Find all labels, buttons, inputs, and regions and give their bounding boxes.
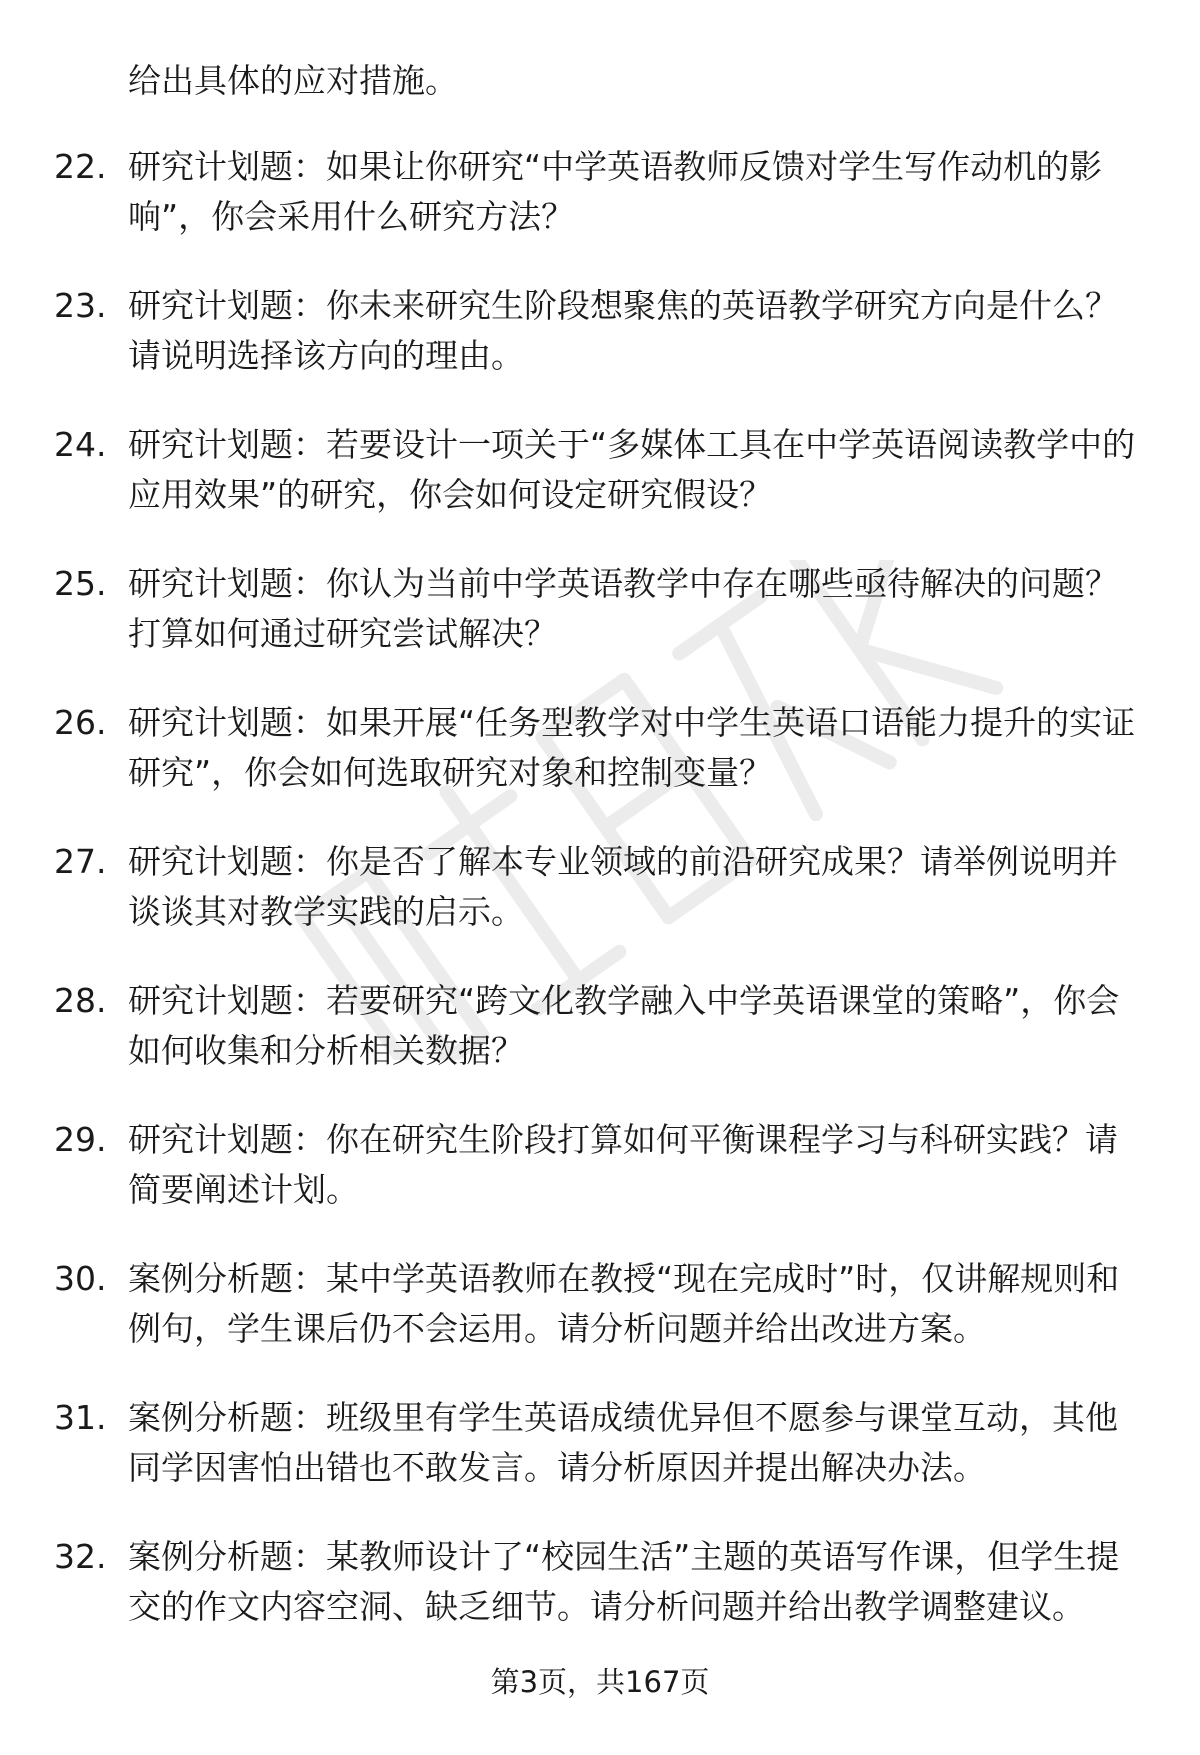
question-text: 研究计划题：你在研究生阶段打算如何平衡课程学习与科研实践？请简要阐述计划。: [128, 1120, 1118, 1209]
question-list: [0, 142, 1200, 1632]
question-text: 案例分析题：班级里有学生英语成绩优异但不愿参与课堂互动，其他同学因害怕出错也不敢发言。请分析原因并提出解决办法。: [128, 1398, 1118, 1487]
content-area: [0, 56, 1200, 1671]
question-item: [0, 281, 1200, 381]
question-item: [0, 1254, 1200, 1354]
question-item: [0, 1115, 1200, 1215]
question-number: 32.: [54, 1537, 107, 1576]
continuation-text: 给出具体的应对措施。: [128, 61, 458, 100]
question-text: 研究计划题：若要设计一项关于“多媒体工具在中学英语阅读教学中的应用效果”的研究，你会如何设定研究假设？: [128, 425, 1136, 514]
question-item: [0, 420, 1200, 520]
question-text: 研究计划题：如果开展“任务型教学对中学生英语口语能力提升的实证研究”，你会如何选取研究对象和控制变量？: [128, 703, 1136, 792]
question-text: 案例分析题：某教师设计了“校园生活”主题的英语写作课，但学生提交的作文内容空洞、缺乏细节。请分析问题并给出教学调整建议。: [128, 1537, 1120, 1626]
question-number: 23.: [54, 286, 107, 325]
question-number: 25.: [54, 564, 107, 603]
question-number: 27.: [54, 842, 107, 881]
question-item: [0, 976, 1200, 1076]
question-item: [0, 559, 1200, 659]
question-number: 31.: [54, 1398, 107, 1437]
question-text: 研究计划题：若要研究“跨文化教学融入中学英语课堂的策略”，你会如何收集和分析相关数据？: [128, 981, 1120, 1070]
question-number: 24.: [54, 425, 107, 464]
question-text: 研究计划题：你是否了解本专业领域的前沿研究成果？请举例说明并谈谈其对教学实践的启示。: [128, 842, 1118, 931]
question-number: 30.: [54, 1259, 107, 1298]
question-text: 研究计划题：你认为当前中学英语教学中存在哪些亟待解决的问题？打算如何通过研究尝试解决？: [128, 564, 1118, 653]
question-number: 22.: [54, 147, 107, 186]
question-item: [0, 1532, 1200, 1632]
question-text: 研究计划题：你未来研究生阶段想聚焦的英语教学研究方向是什么？请说明选择该方向的理由。: [128, 286, 1118, 375]
question-item: [0, 698, 1200, 798]
question-text: 研究计划题：如果让你研究“中学英语教师反馈对学生写作动机的影响”，你会采用什么研究方法？: [128, 147, 1103, 236]
question-item: [0, 837, 1200, 937]
question-item: [0, 1393, 1200, 1493]
question-item: [0, 142, 1200, 242]
question-text: 案例分析题：某中学英语教师在教授“现在完成时”时，仅讲解规则和例句，学生课后仍不会运用。请分析问题并给出改进方案。: [128, 1259, 1120, 1348]
page-footer: 第3页，共167页: [490, 1665, 710, 1699]
question-number: 29.: [54, 1120, 107, 1159]
question-number: 28.: [54, 981, 107, 1020]
question-number: 26.: [54, 703, 107, 742]
